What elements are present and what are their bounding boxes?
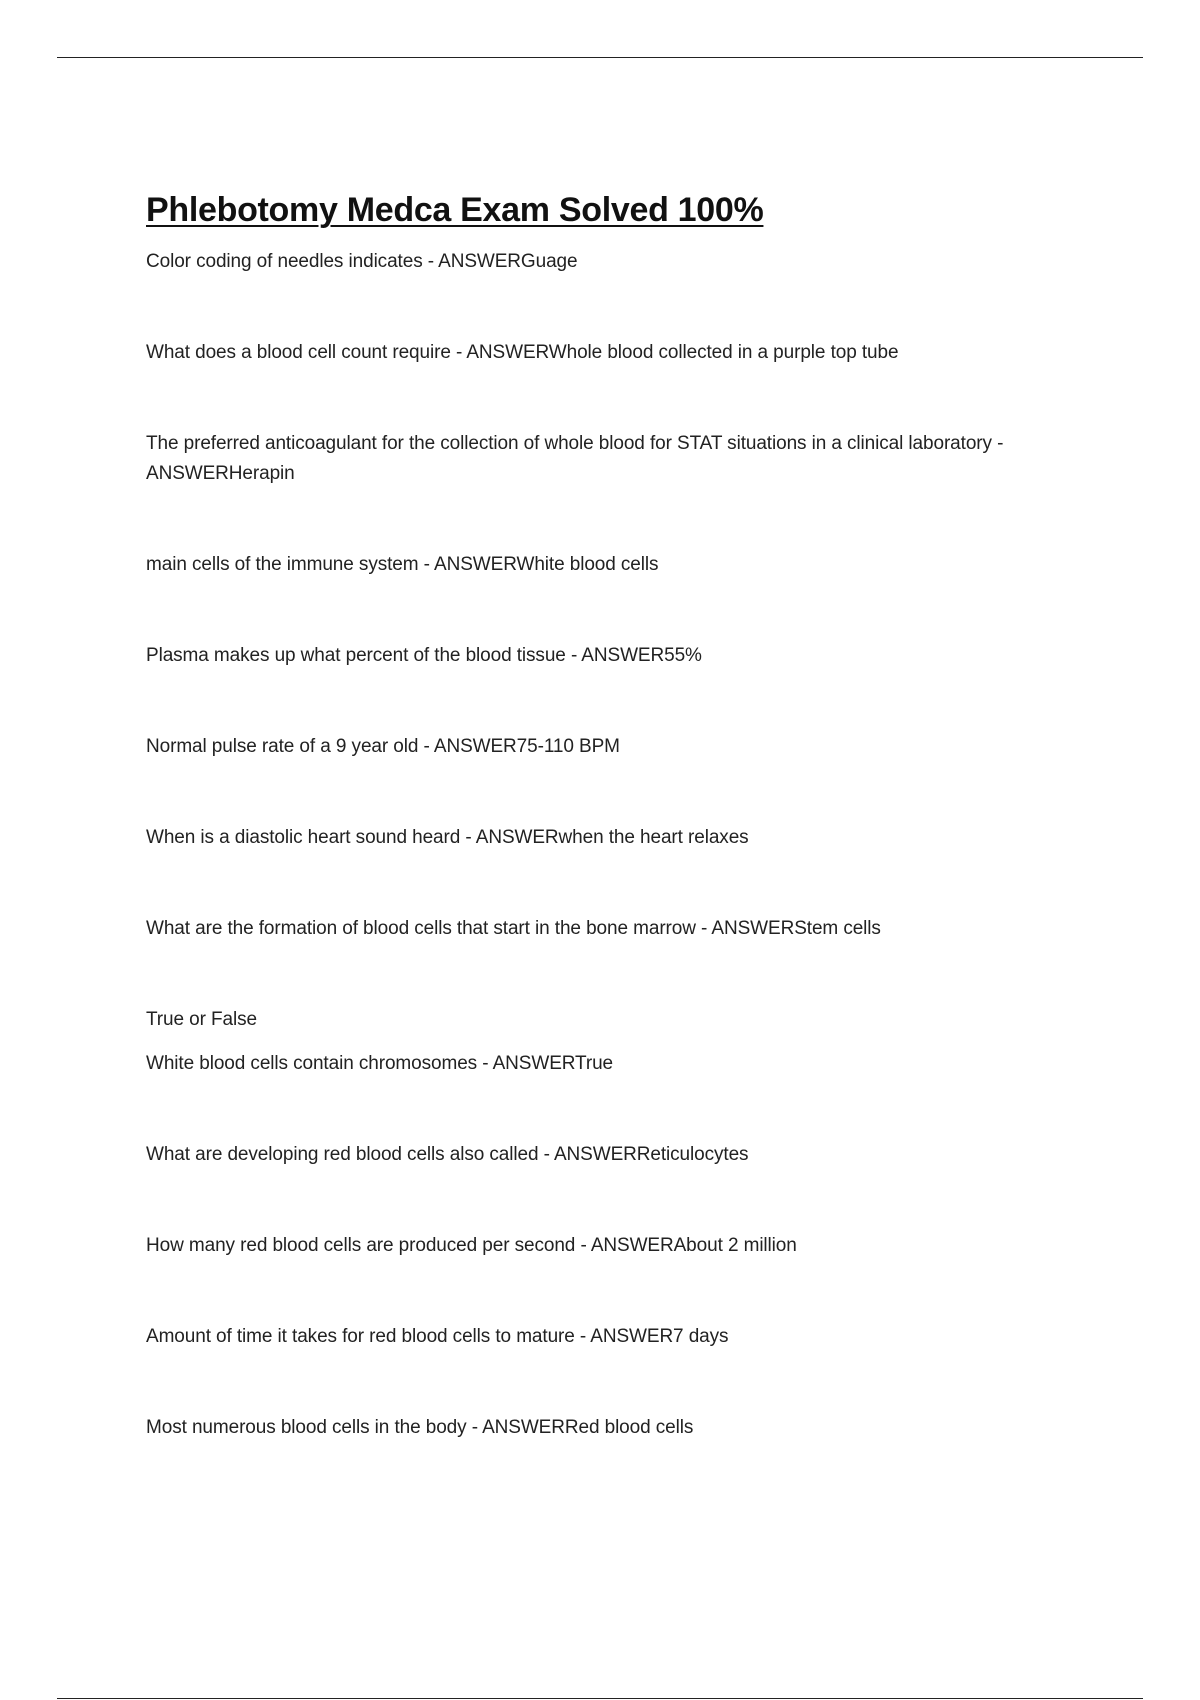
qa-line: True or False — [146, 1009, 257, 1030]
qa-line: The preferred anticoagulant for the collection of whole blood for STAT situations in a clinical laboratory - — [146, 433, 1004, 454]
qa-line: Amount of time it takes for red blood cells to mature - ANSWER7 days — [146, 1326, 729, 1347]
qa-item — [146, 1140, 1106, 1170]
qa-line: ANSWERHerapin — [146, 463, 295, 484]
qa-item — [146, 429, 1106, 489]
qa-line: main cells of the immune system - ANSWERWhite blood cells — [146, 554, 659, 575]
document-title: Phlebotomy Medca Exam Solved 100% — [146, 191, 764, 229]
qa-item — [146, 550, 1106, 580]
qa-item — [146, 1231, 1106, 1261]
qa-line: White blood cells contain chromosomes - ANSWERTrue — [146, 1053, 614, 1074]
bottom-rule — [57, 1698, 1143, 1699]
qa-item — [146, 247, 1106, 277]
qa-line: Normal pulse rate of a 9 year old - ANSWER75-110 BPM — [146, 736, 620, 757]
qa-line: What are developing red blood cells also called - ANSWERReticulocytes — [146, 1144, 749, 1165]
qa-item — [146, 732, 1106, 762]
qa-line: Plasma makes up what percent of the blood tissue - ANSWER55% — [146, 645, 702, 666]
qa-line: How many red blood cells are produced per second - ANSWERAbout 2 million — [146, 1235, 797, 1256]
qa-list — [146, 247, 1106, 1443]
top-rule — [57, 57, 1143, 58]
qa-item — [146, 1413, 1106, 1443]
document-body — [146, 190, 1106, 1504]
qa-item — [146, 823, 1106, 853]
qa-item — [146, 1005, 1106, 1079]
qa-item — [146, 1322, 1106, 1352]
qa-line: What does a blood cell count require - ANSWERWhole blood collected in a purple top tube — [146, 342, 899, 363]
qa-line: Most numerous blood cells in the body - ANSWERRed blood cells — [146, 1417, 694, 1438]
qa-item — [146, 338, 1106, 368]
qa-line: What are the formation of blood cells that start in the bone marrow - ANSWERStem cells — [146, 918, 881, 939]
qa-line: When is a diastolic heart sound heard - ANSWERwhen the heart relaxes — [146, 827, 749, 848]
qa-line: Color coding of needles indicates - ANSWERGuage — [146, 251, 578, 272]
qa-item — [146, 641, 1106, 671]
qa-item — [146, 914, 1106, 944]
